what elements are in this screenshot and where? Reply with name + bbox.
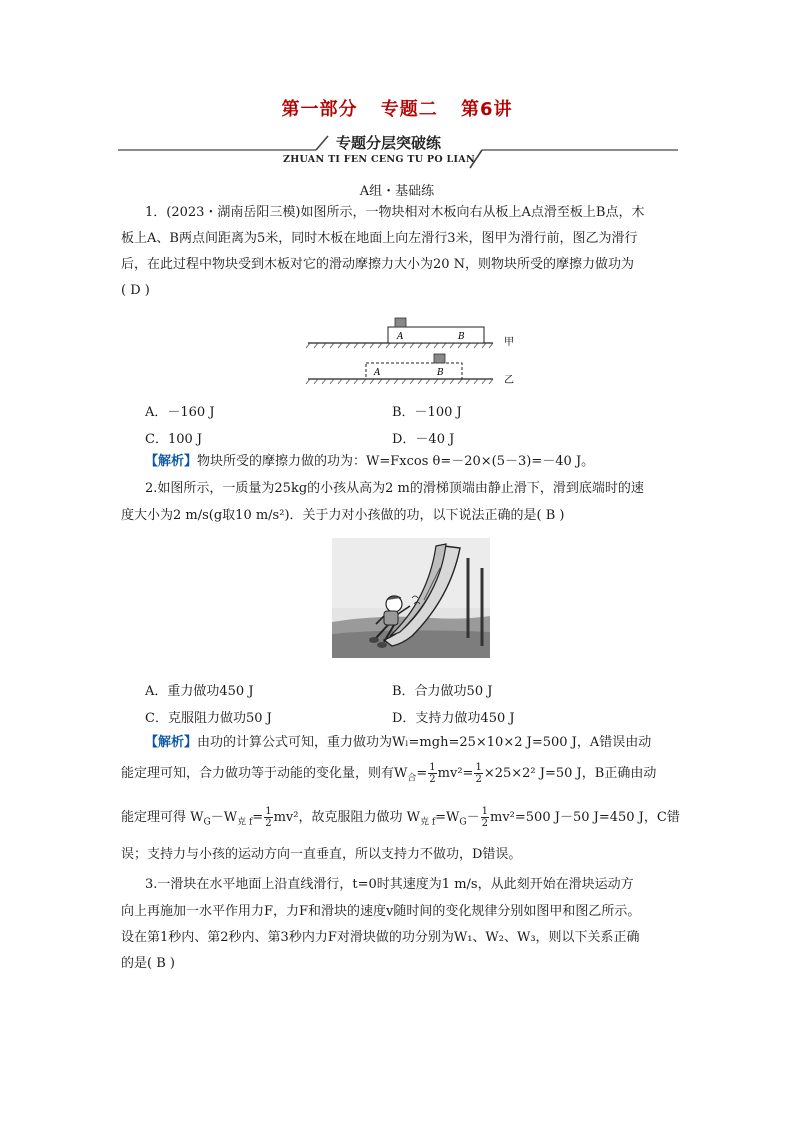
q3-line-3: 设在第1秒内、第2秒内、第3秒内力F对滑块做的功分别为W₁、W₂、W₃，则以下关系正确 bbox=[121, 930, 640, 945]
q2-option-c: C．克服阻力做功50 J bbox=[145, 711, 272, 726]
question-1-cont bbox=[121, 226, 637, 304]
q3-line-4: 的是( B ) bbox=[121, 956, 175, 971]
label-yi: 乙 bbox=[504, 375, 514, 386]
label-a-top: A bbox=[397, 332, 404, 342]
q2-a3-sub-kf: 克 f bbox=[237, 817, 253, 828]
q2-analysis-tag: 【解析】 bbox=[145, 735, 198, 750]
q2-a3-text-c: －W bbox=[210, 810, 238, 825]
label-a-bottom: A bbox=[374, 368, 381, 378]
q1-analysis-tag: 【解析】 bbox=[145, 454, 198, 469]
board-block-figure bbox=[300, 310, 530, 390]
title-part-1: 第一部分 bbox=[281, 99, 358, 120]
q1-option-d: D．－40 J bbox=[392, 432, 455, 447]
q2-a3-text-h: =W bbox=[435, 810, 460, 825]
q2-analysis-line-1 bbox=[145, 730, 651, 756]
banner-title: 专题分层突破练 bbox=[336, 134, 442, 152]
q2-a3-text-a: 能定理可得 W bbox=[121, 810, 204, 825]
q2-a2-text-d: mv²= bbox=[437, 766, 474, 781]
q1-line-1: 1．(2023・湖南岳阳三模)如图所示，一物块相对木板向右从板上A点滑至板上B点，木 bbox=[145, 205, 645, 220]
q2-a2-text-a: 能定理可知，合力做功等于动能的变化量，则有W bbox=[121, 766, 408, 781]
q3-line-2: 向上再施加一水平作用力F，力F和滑块的速度v随时间的变化规律分别如图甲和图乙所示。 bbox=[121, 904, 641, 919]
frac-num: 1 bbox=[429, 762, 436, 773]
q1-option-b: B．－100 J bbox=[392, 405, 462, 420]
frac-den: 2 bbox=[265, 818, 272, 829]
q2-analysis-text-1: 由功的计算公式可知，重力做功为Wₗ=mgh=25×10×2 J=500 J，A错误由动 bbox=[197, 735, 652, 750]
banner-pinyin: ZHUAN TI FEN CENG TU PO LIAN bbox=[283, 154, 475, 165]
question-1 bbox=[145, 200, 644, 226]
q2-a3-sub-g: G bbox=[203, 817, 211, 828]
q1-analysis-text: 物块所受的摩擦力做的功为：W=Fxcos θ=－20×(5－3)=－40 J。 bbox=[197, 454, 595, 469]
title-part-2: 专题二 bbox=[380, 99, 438, 120]
fraction-half bbox=[428, 762, 436, 785]
q1-line-2: 板上A、B两点间距离为5米，同时木板在地面上向左滑行3米，图甲为滑行前，图乙为滑行 bbox=[121, 231, 638, 246]
q2-analysis-line-3 bbox=[121, 805, 680, 836]
fraction-half bbox=[481, 806, 489, 829]
q3-line-1: 3.一滑块在水平地面上沿直线滑行，t=0时其速度为1 m/s，从此刻开始在滑块运动方 bbox=[145, 877, 634, 892]
q1-line-4: ( D ) bbox=[121, 283, 150, 298]
frac-den: 2 bbox=[429, 774, 436, 785]
frac-den: 2 bbox=[481, 818, 489, 829]
slide-illustration bbox=[332, 538, 490, 658]
q2-option-b: B．合力做功50 J bbox=[392, 684, 493, 699]
q2-line-2: 度大小为2 m/s(g取10 m/s²)．关于力对小孩做的功，以下说法正确的是( B ) bbox=[121, 508, 565, 523]
page-title bbox=[0, 95, 794, 121]
section-banner bbox=[118, 132, 678, 172]
group-title: A组・基础练 bbox=[359, 184, 435, 199]
q1-option-a: A．－160 J bbox=[145, 405, 215, 420]
q1-line-3: 后，在此过程中物块受到木板对它的滑动摩擦力大小为20 N，则物块所受的摩擦力做功为 bbox=[121, 257, 635, 272]
q2-line-1: 2.如图所示，一质量为25kg的小孩从高为2 m的滑梯顶端由静止滑下，滑到底端时的速 bbox=[145, 481, 644, 496]
q2-a3-text-k: mv²=500 J－50 J=450 J，C错 bbox=[490, 810, 680, 825]
q2-a3-minus: － bbox=[466, 810, 480, 825]
q2-analysis-line-2 bbox=[121, 761, 656, 792]
label-jia: 甲 bbox=[504, 337, 514, 348]
q2-a2-eq: = bbox=[416, 766, 428, 781]
frac-num: 1 bbox=[265, 806, 272, 817]
q2-option-d: D．支持力做功450 J bbox=[392, 711, 515, 726]
q2-a3-eq: = bbox=[252, 810, 264, 825]
q2-a2-sub: 合 bbox=[407, 773, 417, 784]
q2-a3-sub-kf2: 克 f bbox=[419, 817, 436, 828]
label-b-bottom: B bbox=[437, 368, 444, 378]
q2-a3-text-f: mv²，故克服阻力做功 W bbox=[273, 810, 420, 825]
fraction-half bbox=[264, 806, 272, 829]
q1-option-c: C．100 J bbox=[145, 432, 203, 447]
q3-cont bbox=[121, 899, 640, 977]
label-b-top: B bbox=[458, 332, 465, 342]
frac-num: 1 bbox=[475, 762, 482, 773]
q2-a3-sub-g2: G bbox=[459, 817, 467, 828]
frac-num: 1 bbox=[481, 806, 489, 817]
q1-analysis bbox=[145, 449, 594, 475]
q2-analysis-line-4: 误；支持力与小孩的运动方向一直垂直，所以支持力不做功，D错误。 bbox=[121, 847, 522, 862]
q2-option-a: A．重力做功450 J bbox=[145, 684, 254, 699]
frac-den: 2 bbox=[475, 774, 482, 785]
title-part-3: 第6讲 bbox=[461, 99, 513, 120]
q2-a2-text-e: ×25×2² J=50 J，B正确由动 bbox=[483, 766, 657, 781]
fraction-half bbox=[474, 762, 482, 785]
